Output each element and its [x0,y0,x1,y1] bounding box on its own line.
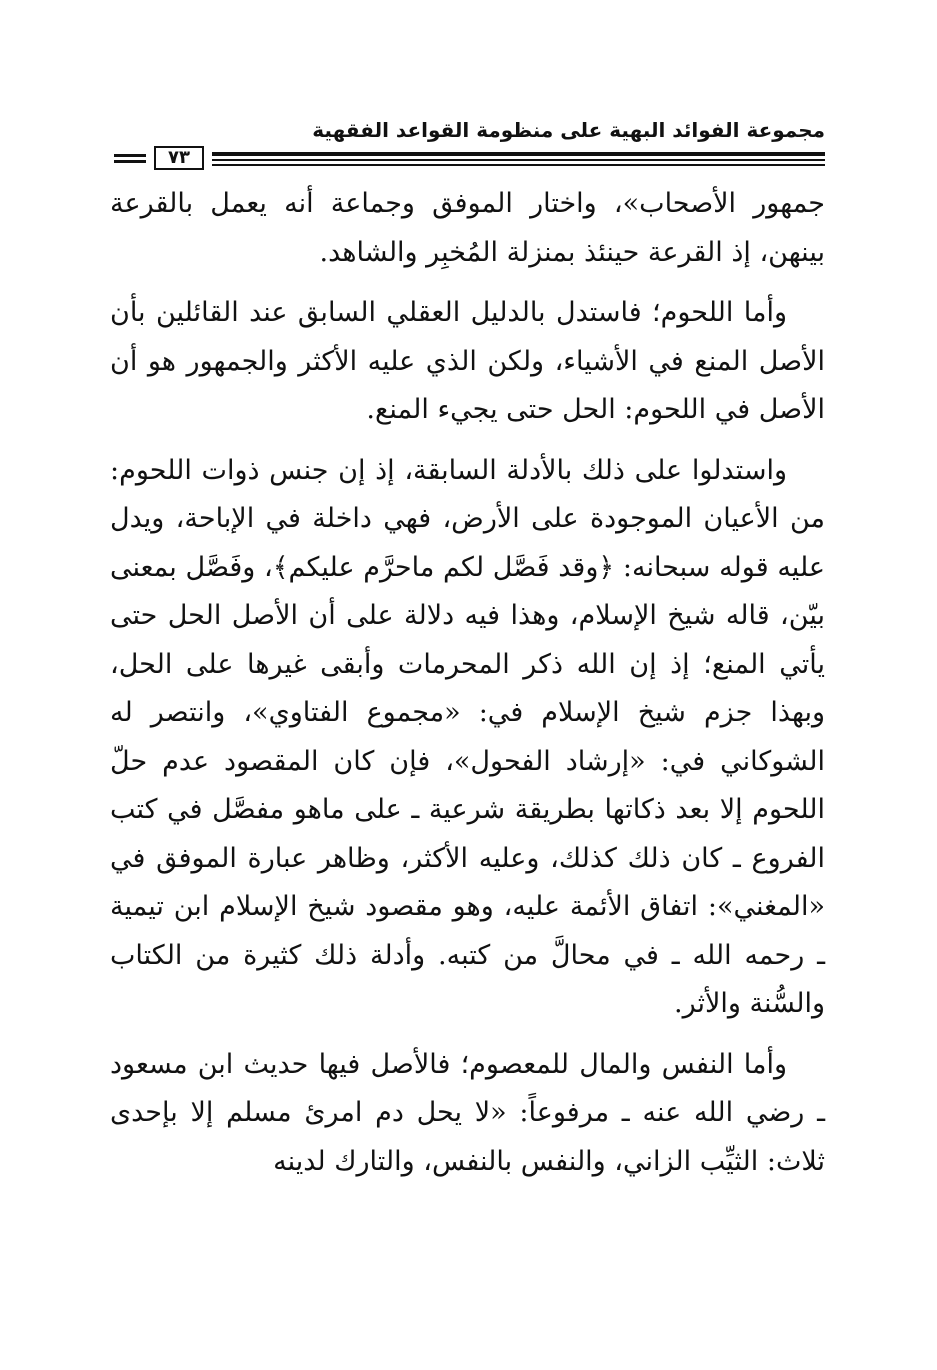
book-title: مجموعة الفوائد البهية على منظومة القواعد الفقهية [312,118,825,142]
paragraph-continuation: جمهور الأصحاب»، واختار الموفق وجماعة أنه يعمل بالقرعة بينهن، إذ القرعة حينئذ بمنزلة المُخبِر والشاهد. [110,188,825,268]
long-rule-lines [212,152,825,169]
header-rule [110,146,825,172]
paragraph-life-and-property: وأما النفس والمال للمعصوم؛ فالأصل فيها حديث ابن مسعود ـ رضي الله عنه ـ مرفوعاً: «لا يحل دم امرئ مسلم إلا بإحدى ثلاث: الثيِّب الزاني، والنفس بالنفس، والتارك لدينه [110,1048,825,1177]
page-number: ٧٣ [154,146,204,170]
page-header [110,110,825,170]
short-rule-lines [114,154,146,166]
paragraph-meat: وأما اللحوم؛ فاستدل بالدليل العقلي السابق عند القائلين بأن الأصل المنع في الأشياء، ولكن الذي عليه الأكثر والجمهور هو أن الأصل في اللحوم: الحل حتى يجيء المنع. [110,297,825,425]
page-body [110,180,825,1198]
paragraph-evidence: واستدلوا على ذلك بالأدلة السابقة، إذ إن جنس ذوات اللحوم: من الأعيان الموجودة على الأرض، فهي داخلة في الإباحة، ويدل عليه قوله سبحانه: ﴿وقد فَصَّل لكم ماحرَّم عليكم﴾، وفَصَّل بمعنى بيّن، قاله شيخ الإسلام، وهذا فيه دلالة على أن الأصل الحل حتى يأتي المنع؛ إذ إن الله ذكر المحرمات وأبقى غيرها على الحل، وبهذا جزم شيخ الإسلام في: «مجموع الفتاوي»، وانتصر له الشوكاني في: «إرشاد الفحول»، فإن كان المقصود عدم حلّ اللحوم إلا بعد ذكاتها بطريقة شرعية ـ على ماهو مفصَّل في كتب الفروع ـ كان ذلك كذلك، وعليه الأكثر، وظاهر عبارة الموفق في «المغني»: اتفاق الأئمة عليه، وهو مقصود شيخ الإسلام ابن تيمية ـ رحمه الله ـ في محالَّ من كتبه. وأدلة ذلك كثيرة من الكتاب والسُّنة والأثر. [110,454,825,1019]
